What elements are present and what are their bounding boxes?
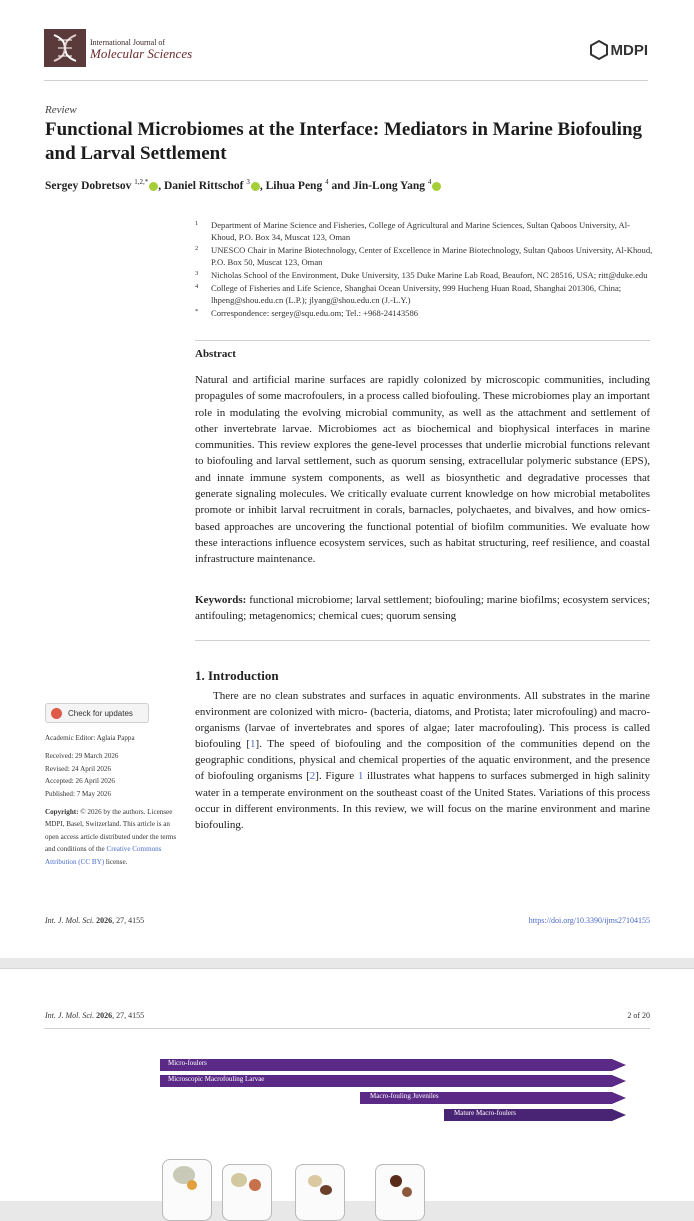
academic-editor: Academic Editor: Aglaia Pappa (45, 734, 135, 742)
license-link[interactable]: Creative Commons Attribution (CC BY) (45, 845, 162, 866)
article-info-sidebar (45, 732, 180, 868)
date-accepted: Accepted: 26 April 2026 (45, 777, 115, 786)
journal-name (90, 38, 192, 61)
author-affiliation: 4 (427, 178, 432, 186)
stage-label: Mature Macro-foulers (454, 1109, 517, 1117)
citation-volume: , 27, 4155 (112, 1011, 145, 1020)
orcid-icon[interactable] (149, 182, 158, 191)
affiliation-item (195, 269, 655, 281)
copyright-label: Copyright: (45, 808, 79, 817)
correspondence (195, 307, 655, 319)
organism-icon (187, 1180, 197, 1190)
affiliation-number: 3 (195, 270, 199, 277)
intro-text: illustrates what happens to surfaces submerged in high salinity water in a temperate environment on the southeast coast of the United States. Variations of this process occur in different environments. In this review, we will focus on the marine environment and marine biofouling. (195, 770, 650, 831)
affiliation-text: College of Fisheries and Life Science, Shanghai Ocean University, 999 Hucheng Huan Road, Shanghai 201306, China; lhpeng@shou.edu.cn (L.P.); jlyang@shou.edu.cn (J.-L.Y.) (211, 283, 622, 305)
intro-text: There are no clean substrates and surfaces in aquatic environments. All substrates in the marine environment are colonized with micro- (bacteria, diatoms, and Protista; later microfouling) and macro-organisms (larvae of invertebrates and spores of algae; later macrofouling). This process is called biofouling [ (195, 690, 650, 751)
citation (45, 916, 144, 925)
affiliation-text: UNESCO Chair in Marine Biotechnology, Center of Excellence in Marine Biotechnology, Sultan Qaboos University, Al-Khoud, P.O. Box 50, Muscat 123, Oman (211, 245, 653, 267)
author-name: Daniel Rittschof (163, 179, 244, 192)
page-header (45, 1011, 650, 1020)
figure-link[interactable]: 1 (357, 770, 364, 783)
page-footer (45, 916, 650, 925)
article-title: Functional Microbiomes at the Interface: Mediators in Marine Biofouling and Larval Settlement (45, 119, 643, 164)
citation-year: 2026 (96, 1011, 113, 1020)
organism-icon (320, 1185, 332, 1195)
author-name: Sergey Dobretsov (45, 179, 132, 192)
abstract-divider (195, 640, 650, 641)
reference-link[interactable]: 1 (250, 738, 256, 751)
abstract-divider (195, 340, 650, 341)
correspondence-text: Correspondence: sergey@squ.edu.om; Tel.: +968-24143586 (211, 308, 419, 318)
publisher-logo (589, 39, 649, 61)
mdpi-hexagon-icon (589, 40, 609, 60)
journal-title: Molecular Sciences (90, 46, 193, 61)
reference-link[interactable]: 2 (309, 770, 316, 783)
organism-icon (402, 1187, 412, 1197)
section-heading: 1. Introduction (195, 668, 279, 683)
adult-icon (390, 1175, 402, 1187)
affiliation-number: 4 (195, 283, 199, 290)
larva-icon (231, 1173, 247, 1187)
intro-text: ]. Figure (315, 770, 358, 783)
author-affiliation: 1,2,* (134, 178, 149, 186)
stage-label: Macro-fouling Juveniles (370, 1092, 439, 1100)
stage-label: Micro-foulers (168, 1059, 207, 1067)
keywords-label: Keywords: (195, 594, 247, 606)
author-name: Jin-Long Yang (352, 179, 425, 192)
keywords (195, 592, 650, 625)
citation (45, 1011, 144, 1020)
keywords-text: functional microbiome; larval settlement; biofouling; marine biofilms; ecosystem services; antifouling; metagenomics; chemical cues; quorum sensing (195, 594, 650, 623)
affiliation-number: 1 (195, 220, 199, 227)
journal-logo-icon (44, 29, 86, 67)
abstract-text: Natural and artificial marine surfaces are rapidly colonized by microscopic communities, including propagules of some macrofoulers, in a process called biofouling. These microbiomes play an important role in modulating the evolving microbial community, as well as the attachment and settlement of other invertebrate larvae. Microbiomes act as biochemical and biophysical interfaces in marine communities. This review explores the gene-level processes that underlie microbial functions relevant to biofouling and larval settlement, such as quorum sensing, extracellular polymeric substance (EPS), and innate immune system components, as well as biosynthetic and degradative processes that generate signaling molecules. We critically evaluate current knowledge on how microbial metabolites promote or inhibit larval recruitment in corals, barnacles, polychaetes, and bivalves, and how omics-based approaches are uncovering the functional potential of biofilm communities. We evaluate how these interactions influence ecosystem services, such as habitat structuring, reef resilience, and coastal infrastructure maintenance. (195, 374, 650, 566)
page-number: 2 of 20 (627, 1011, 650, 1020)
affiliation-number: * (195, 308, 199, 315)
author-list: Sergey Dobretsov $^{1,2,*}$ , Daniel Rittschof $^3$ , Lihua Peng $^4$ and Jin-Long Yang $^4$ (45, 178, 665, 192)
date-received: Received: 29 March 2026 (45, 752, 119, 761)
orcid-icon[interactable] (432, 182, 441, 191)
citation-year: 2026 (96, 916, 113, 925)
juvenile-icon (308, 1175, 322, 1187)
affiliation-text: Nicholas School of the Environment, Duke University, 135 Duke Marine Lab Road, Beaufort, NC 28516, USA; ritt@duke.edu (211, 270, 648, 280)
check-updates-icon (51, 708, 62, 719)
stage-label: Microscopic Macrofouling Larvae (168, 1075, 265, 1083)
citation-journal: Int. J. Mol. Sci. (45, 916, 95, 925)
check-for-updates-button[interactable] (45, 703, 149, 723)
affiliation-item (195, 244, 655, 268)
stage-illustration (162, 1159, 212, 1221)
citation-volume: , 27, 4155 (112, 916, 145, 925)
license-end: license. (104, 857, 128, 866)
introduction-paragraph (195, 688, 650, 833)
copyright-notice (45, 806, 180, 868)
stage-illustration (295, 1164, 345, 1221)
page-2 (0, 968, 694, 1201)
date-published: Published: 7 May 2026 (45, 789, 112, 798)
affiliation-item (195, 282, 655, 306)
doi-link[interactable]: https://doi.org/10.3390/ijms27104155 (528, 916, 650, 925)
check-updates-label: Check for updates (68, 708, 133, 718)
stage-illustration (222, 1164, 272, 1221)
intro-text: ]. The speed of biofouling and the composition of the communities depend on the geographic conditions, physical and chemical properties of the aquatic environment, and the presence of biofouling organisms [ (195, 738, 651, 783)
orcid-icon[interactable] (251, 182, 260, 191)
abstract-heading: Abstract (195, 348, 236, 360)
affiliation-number: 2 (195, 245, 199, 252)
affiliations (195, 219, 655, 320)
article-type: Review (45, 104, 77, 116)
header-divider (44, 80, 648, 81)
author-affiliation: 4 (325, 178, 329, 186)
journal-prefix: International Journal of (90, 38, 166, 47)
citation-journal: Int. J. Mol. Sci. (45, 1011, 95, 1020)
date-revised: Revised: 24 April 2026 (45, 764, 112, 773)
copyright-text: © 2026 by the authors. Licensee MDPI, Basel, Switzerland. This article is an open access article distributed under the terms and conditions of the (45, 808, 177, 854)
stage-illustration (375, 1164, 425, 1221)
author-affiliation: 3 (246, 178, 250, 186)
author-name: Lihua Peng (265, 179, 323, 192)
publisher-name: MDPI (610, 41, 648, 59)
affiliation-text: Department of Marine Science and Fisheries, College of Agricultural and Marine Sciences, Sultan Qaboos University, Al-Khoud, P.O. Box 34, Muscat 123, Oman (211, 220, 630, 242)
organism-icon (249, 1179, 261, 1191)
header-divider (44, 1028, 650, 1029)
affiliation-item (195, 219, 655, 243)
